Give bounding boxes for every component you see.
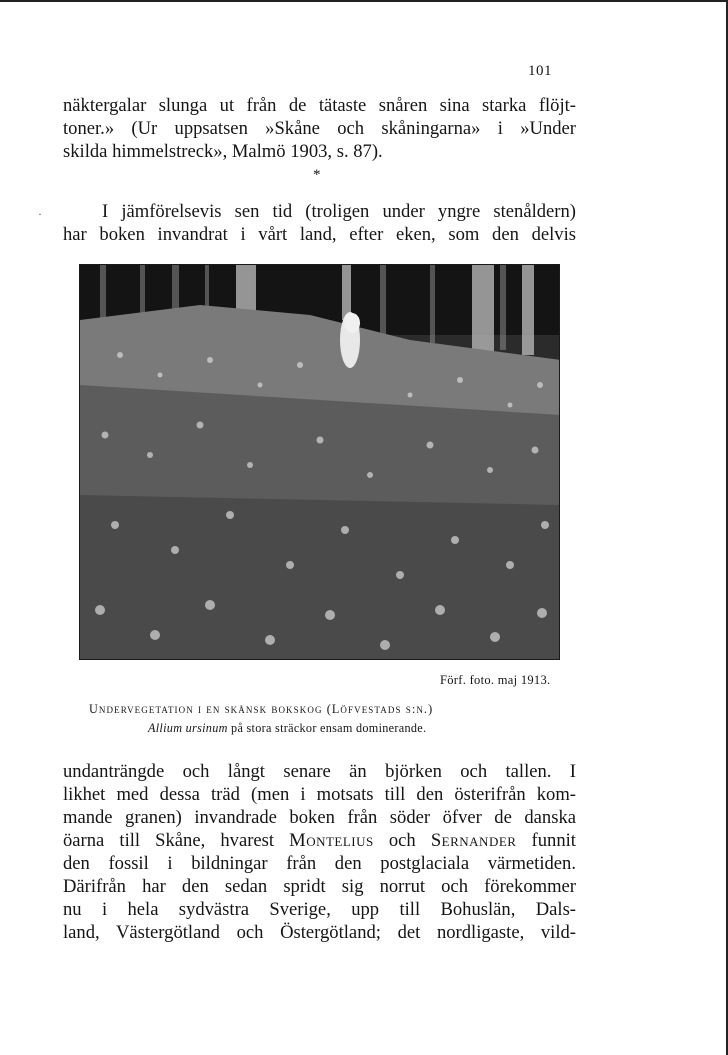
text-line: mande granen) invandrade boken från söder öfver de danska [63,807,576,828]
figure-caption-subtitle [148,721,426,736]
section-separator: * [313,167,321,183]
paragraph-beech-intro [63,200,576,246]
text-line: likhet med dessa träd (men i motsats till den österifrån kom- [63,784,576,805]
text-segment: och [373,830,431,851]
paragraph-quote-end [63,94,576,163]
stray-mark: · [38,207,42,221]
text-line: nu i hela sydvästra Sverige, upp till Bohuslän, Dals- [63,899,576,920]
text-line: I jämförelsevis sen tid (troligen under yngre stenåldern) [102,201,576,222]
forest-photograph [79,264,560,660]
paragraph-beech-history [63,760,576,944]
text-segment: funnit [516,830,576,851]
text-line: undanträngde och långt senare än björken och tallen. I [63,761,576,782]
text-line: den fossil i bildningar från den postglaciala värmetiden. [63,853,576,874]
text-segment: öarna till Skåne, hvarest [63,830,290,851]
author-name-sernander: Sernander [430,830,517,851]
species-name: Allium ursinum [148,721,228,735]
text-line: land, Västergötland och Östergötland; det nordligaste, vild- [63,922,576,943]
text-line: har boken invandrat i vårt land, efter eken, som den delvis [63,224,576,245]
page-top-edge [0,0,728,2]
caption-text: på stora sträckor ensam dominerande. [227,721,427,735]
text-line: skilda himmelstreck», Malmö 1903, s. 87). [63,141,383,162]
page-number: 101 [528,63,552,79]
text-line: toner.» (Ur uppsatsen »Skåne och skåningarna» i »Under [63,118,576,139]
text-line: näktergalar slunga ut från de tätaste snåren sina starka flöjt- [63,95,576,116]
figure-caption-title: Undervegetation i en skånsk bokskog (Löfvestads s:n.) [89,702,434,716]
text-line: Därifrån har den sedan spridt sig norrut och förekommer [63,876,576,897]
photo-credit: Förf. foto. maj 1913. [440,673,551,687]
text-line [63,829,576,852]
author-name-montelius: Montelius [289,830,374,851]
